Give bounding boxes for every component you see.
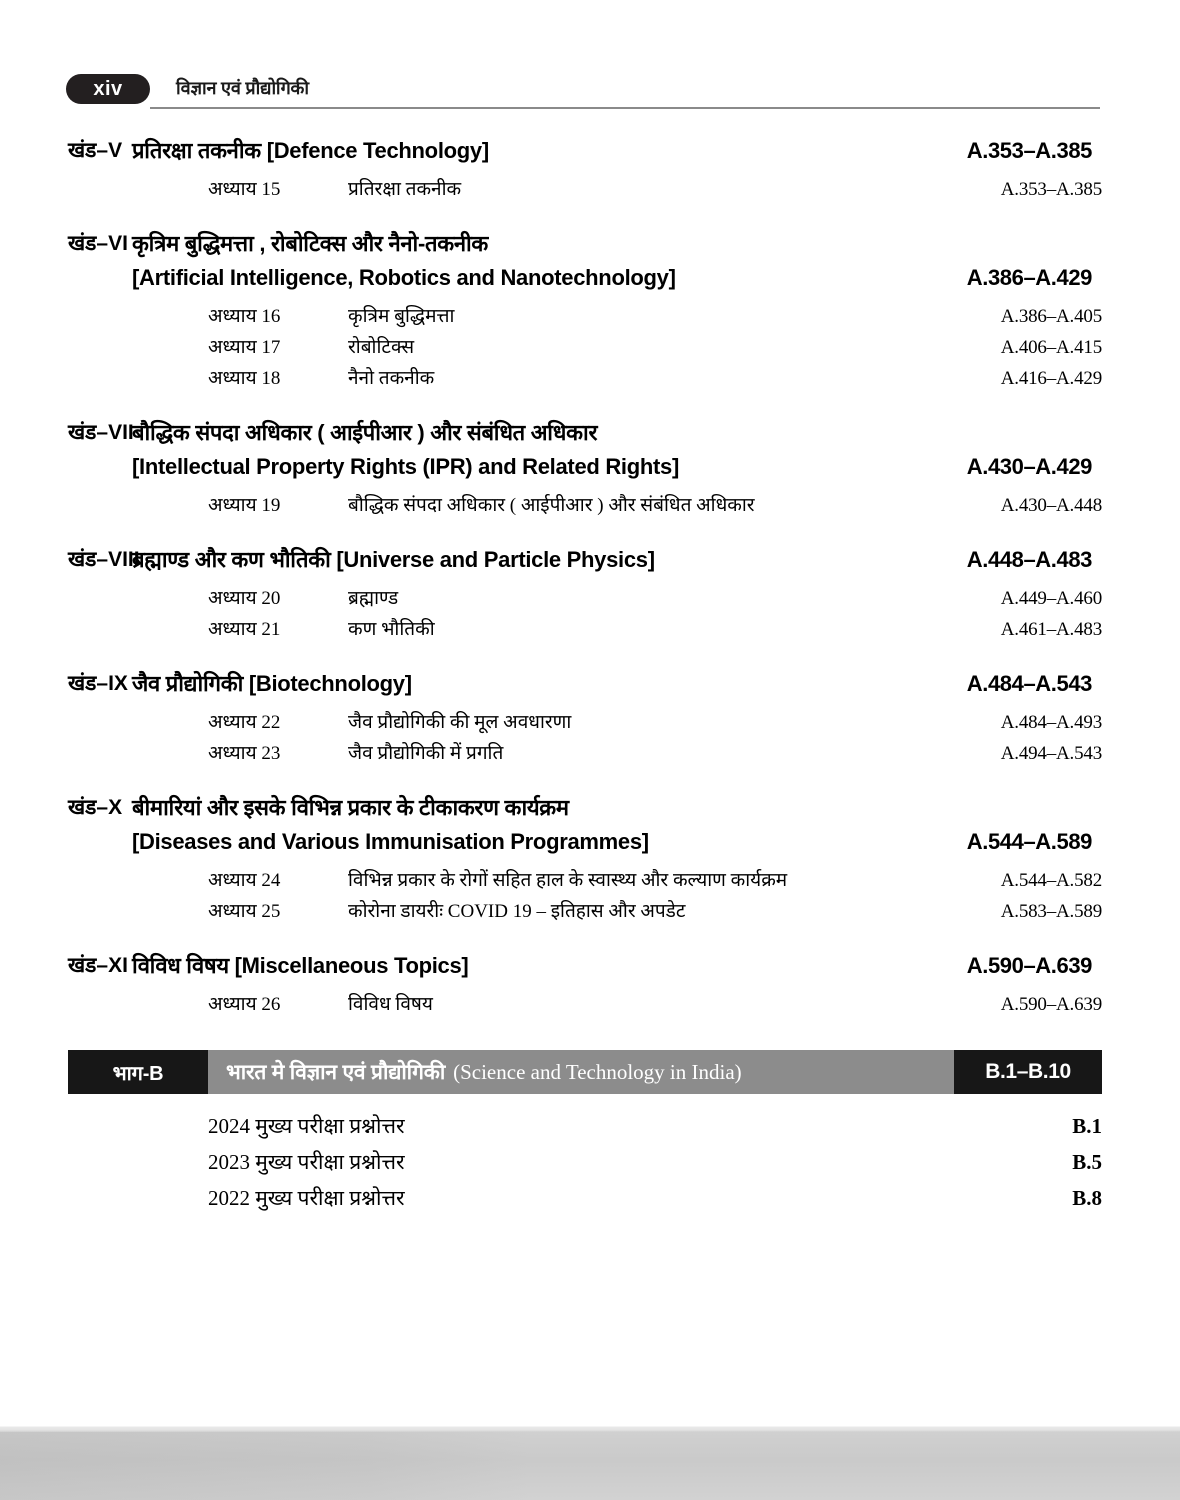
chapter-number: अध्याय 15 [208,179,281,200]
toc-section [0,949,1180,1020]
chapter-row [0,989,1180,1020]
chapter-row [0,707,1180,738]
section-title: बौद्धिक संपदा अधिकार ( आईपीआर ) और संबंधित अधिकार [132,420,598,445]
chapter-number: अध्याय 26 [208,994,281,1015]
page-edge-shadow [0,1420,1180,1500]
part-b-label: भाग-B [68,1050,208,1094]
chapter-page-range: A.430–A.448 [1000,495,1102,516]
section-title-line [132,667,1170,701]
section-page-range: A.353–A.385 [966,138,1092,163]
toc-section [0,667,1180,769]
chapter-list [0,583,1180,645]
chapter-title: कण भौतिकी [348,619,435,640]
chapter-list [0,490,1180,521]
chapter-row [0,301,1180,332]
chapter-list [0,989,1180,1020]
section-title-block [132,134,1180,168]
toc-section [0,791,1180,927]
part-b-entry-title: 2023 मुख्य परीक्षा प्रश्नोत्तर [208,1150,405,1174]
section-title-line [132,825,1170,859]
chapter-title: बौद्धिक संपदा अधिकार ( आईपीआर ) और संबंधित अधिकार [348,495,755,516]
section-header [0,416,1180,484]
chapter-row [0,332,1180,363]
chapter-page-range: A.461–A.483 [1000,619,1102,640]
section-label: खंड–VI [68,232,128,255]
header-book-title: विज्ञान एवं प्रौद्योगिकी [176,78,309,98]
chapter-title: रोबोटिक्स [348,337,415,358]
part-b-entry-row [0,1108,1180,1144]
part-b-title-hindi: भारत मे विज्ञान एवं प्रौद्योगिकी [226,1061,446,1084]
section-title: बीमारियां और इसके विभिन्न प्रकार के टीकाकरण कार्यक्रम [132,795,569,820]
sections-list [0,134,1180,1020]
section-title-line [132,949,1170,983]
chapter-row [0,583,1180,614]
toc-content [0,134,1180,1216]
chapter-number: अध्याय 17 [208,337,281,358]
chapter-number: अध्याय 23 [208,743,281,764]
chapter-number: अध्याय 22 [208,712,281,733]
chapter-row [0,865,1180,896]
chapter-title: जैव प्रौद्योगिकी की मूल अवधारणा [348,712,572,733]
section-title-line [132,543,1170,577]
section-label: खंड–X [68,796,123,819]
section-title: प्रतिरक्षा तकनीक [Defence Technology] [132,138,489,163]
chapter-row [0,174,1180,205]
section-title-line [132,791,1170,825]
section-page-range: A.430–A.429 [966,454,1092,479]
chapter-list [0,174,1180,205]
section-page-range: A.448–A.483 [966,547,1092,572]
section-header [0,791,1180,859]
section-header [0,134,1180,168]
chapter-number: अध्याय 20 [208,588,281,609]
section-header [0,543,1180,577]
chapter-title: ब्रह्माण्ड [348,588,399,609]
section-title-line [132,450,1170,484]
section-title: [Intellectual Property Rights (IPR) and Related Rights] [132,454,680,479]
chapter-page-range: A.544–A.582 [1000,870,1102,891]
chapter-title: जैव प्रौद्योगिकी में प्रगति [348,743,504,764]
chapter-page-range: A.406–A.415 [1000,337,1102,358]
chapter-title: कृत्रिम बुद्धिमत्ता [348,306,455,327]
section-label: खंड–VIII [68,548,140,571]
part-b-title [208,1050,954,1094]
chapter-list [0,707,1180,769]
chapter-page-range: A.484–A.493 [1000,712,1102,733]
section-label: खंड–IX [68,672,128,695]
chapter-title: नैनो तकनीक [348,368,435,389]
chapter-page-range: A.590–A.639 [1000,994,1102,1015]
toc-section [0,227,1180,394]
page-folio-badge: xiv [66,74,150,104]
chapter-title: कोरोना डायरीः COVID 19 – इतिहास और अपडेट [348,901,686,922]
chapter-page-range: A.449–A.460 [1000,588,1102,609]
section-page-range: A.386–A.429 [966,265,1092,290]
section-title-block [132,949,1180,983]
part-b-entry-page: B.1 [1072,1114,1102,1138]
header-divider [150,107,1100,109]
section-header [0,227,1180,295]
chapter-row [0,614,1180,645]
section-title-line [132,134,1170,168]
section-label: खंड–VII [68,421,134,444]
section-label: खंड–V [68,139,123,162]
section-title-line [132,416,1170,450]
section-title: [Diseases and Various Immunisation Programmes] [132,829,649,854]
chapter-row [0,738,1180,769]
chapter-title: प्रतिरक्षा तकनीक [348,179,462,200]
section-title: विविध विषय [Miscellaneous Topics] [132,953,469,978]
part-b-entry-page: B.5 [1072,1150,1102,1174]
section-title-block [132,791,1180,859]
section-page-range: A.484–A.543 [966,671,1092,696]
chapter-number: अध्याय 25 [208,901,281,922]
toc-section [0,416,1180,521]
section-title-block [132,227,1180,295]
section-title-line [132,227,1170,261]
chapter-number: अध्याय 19 [208,495,281,516]
section-label: खंड–XI [68,954,128,977]
section-title: जैव प्रौद्योगिकी [Biotechnology] [132,671,412,696]
section-title-line [132,261,1170,295]
toc-section [0,543,1180,645]
chapter-page-range: A.416–A.429 [1000,368,1102,389]
part-b-banner [68,1050,1102,1094]
chapter-number: अध्याय 21 [208,619,281,640]
section-title: कृत्रिम बुद्धिमत्ता , रोबोटिक्स और नैनो-तकनीक [132,231,489,256]
section-header [0,949,1180,983]
part-b-entry-page: B.8 [1072,1186,1102,1210]
section-page-range: A.544–A.589 [966,829,1092,854]
chapter-row [0,896,1180,927]
chapter-list [0,301,1180,394]
section-title-block [132,667,1180,701]
section-page-range: A.590–A.639 [966,953,1092,978]
part-b-page-range: B.1–B.10 [954,1050,1102,1094]
chapter-page-range: A.353–A.385 [1000,179,1102,200]
toc-section [0,134,1180,205]
chapter-title: विविध विषय [348,994,433,1015]
chapter-row [0,490,1180,521]
section-header [0,667,1180,701]
chapter-list [0,865,1180,927]
section-title: ब्रह्माण्ड और कण भौतिकी [Universe and Particle Physics] [132,547,655,572]
chapter-number: अध्याय 16 [208,306,281,327]
part-b-entry-title: 2024 मुख्य परीक्षा प्रश्नोत्तर [208,1114,405,1138]
running-header [0,72,1180,118]
chapter-page-range: A.583–A.589 [1000,901,1102,922]
chapter-row [0,363,1180,394]
chapter-title: विभिन्न प्रकार के रोगों सहित हाल के स्वास्थ्य और कल्याण कार्यक्रम [348,870,788,891]
part-b-entry-list [0,1108,1180,1216]
part-b-entry-row [0,1180,1180,1216]
part-b-entry-title: 2022 मुख्य परीक्षा प्रश्नोत्तर [208,1186,405,1210]
chapter-page-range: A.386–A.405 [1000,306,1102,327]
section-title: [Artificial Intelligence, Robotics and Nanotechnology] [132,265,676,290]
part-b-entry-row [0,1144,1180,1180]
chapter-page-range: A.494–A.543 [1000,743,1102,764]
section-title-block [132,416,1180,484]
part-b-title-english: (Science and Technology in India) [453,1059,742,1084]
chapter-number: अध्याय 18 [208,368,281,389]
section-title-block [132,543,1180,577]
chapter-number: अध्याय 24 [208,870,281,891]
